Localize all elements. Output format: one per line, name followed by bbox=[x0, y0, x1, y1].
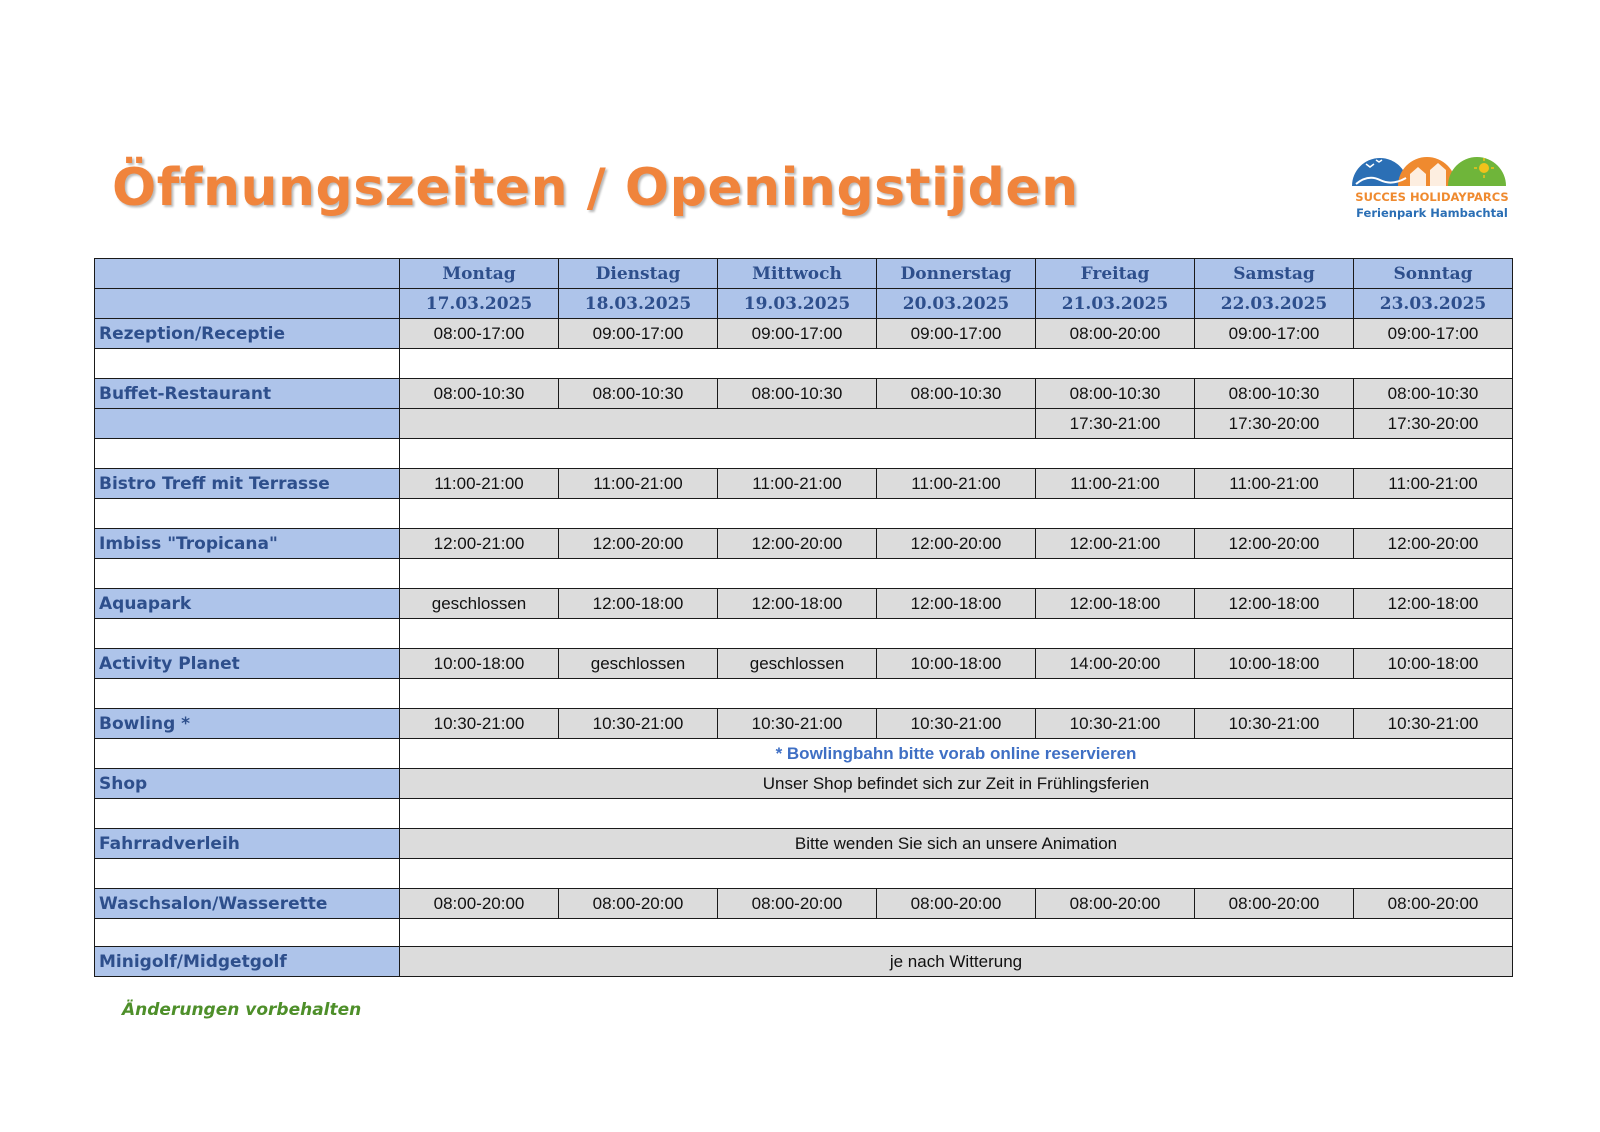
time-cell: 12:00-20:00 bbox=[718, 529, 877, 559]
row-shop bbox=[95, 769, 1513, 799]
time-cell: 10:30-21:00 bbox=[559, 709, 718, 739]
page-title: Öffnungszeiten / Openingstijden bbox=[112, 158, 1079, 218]
spacer-row bbox=[95, 349, 1513, 379]
time-cell: 08:00-10:30 bbox=[1036, 379, 1195, 409]
time-cell: 10:00-18:00 bbox=[877, 649, 1036, 679]
merged-info-cell: je nach Witterung bbox=[400, 947, 1513, 977]
date-header: 19.03.2025 bbox=[718, 289, 877, 319]
time-cell: 08:00-20:00 bbox=[1036, 889, 1195, 919]
time-cell: 14:00-20:00 bbox=[1036, 649, 1195, 679]
time-cell: 12:00-21:00 bbox=[400, 529, 559, 559]
spacer-row bbox=[95, 799, 1513, 829]
time-cell: 08:00-20:00 bbox=[877, 889, 1036, 919]
time-cell: 12:00-18:00 bbox=[718, 589, 877, 619]
day-header: Sonntag bbox=[1354, 259, 1513, 289]
row-rezeption bbox=[95, 319, 1513, 349]
time-cell: geschlossen bbox=[400, 589, 559, 619]
time-cell: 09:00-17:00 bbox=[1354, 319, 1513, 349]
row-label: Activity Planet bbox=[95, 649, 400, 679]
time-cell: 11:00-21:00 bbox=[877, 469, 1036, 499]
time-cell: 12:00-20:00 bbox=[1354, 529, 1513, 559]
time-cell: 11:00-21:00 bbox=[1354, 469, 1513, 499]
merged-info-cell: Unser Shop befindet sich zur Zeit in Frühlingsferien bbox=[400, 769, 1513, 799]
logo bbox=[1352, 150, 1512, 222]
time-cell: 08:00-20:00 bbox=[1195, 889, 1354, 919]
time-cell: geschlossen bbox=[718, 649, 877, 679]
time-cell: 10:30-21:00 bbox=[718, 709, 877, 739]
time-cell: 12:00-21:00 bbox=[1036, 529, 1195, 559]
row-minigolf bbox=[95, 947, 1513, 977]
date-header: 21.03.2025 bbox=[1036, 289, 1195, 319]
time-cell: 10:30-21:00 bbox=[1354, 709, 1513, 739]
time-cell: 12:00-18:00 bbox=[1354, 589, 1513, 619]
date-header: 18.03.2025 bbox=[559, 289, 718, 319]
bowling-note: * Bowlingbahn bitte vorab online reservieren bbox=[400, 739, 1513, 769]
corner-cell bbox=[95, 259, 400, 289]
day-header: Mittwoch bbox=[718, 259, 877, 289]
corner-cell bbox=[95, 289, 400, 319]
row-label: Bowling * bbox=[95, 709, 400, 739]
row-label: Imbiss "Tropicana" bbox=[95, 529, 400, 559]
time-cell: 10:30-21:00 bbox=[1036, 709, 1195, 739]
row-activity-planet bbox=[95, 649, 1513, 679]
row-label: Aquapark bbox=[95, 589, 400, 619]
time-cell: 12:00-18:00 bbox=[1195, 589, 1354, 619]
day-header: Dienstag bbox=[559, 259, 718, 289]
time-cell: 09:00-17:00 bbox=[1195, 319, 1354, 349]
row-label: Bistro Treff mit Terrasse bbox=[95, 469, 400, 499]
row-waschsalon bbox=[95, 889, 1513, 919]
time-cell: 08:00-20:00 bbox=[718, 889, 877, 919]
row-bowling bbox=[95, 709, 1513, 739]
time-cell: 09:00-17:00 bbox=[877, 319, 1036, 349]
time-cell: 12:00-20:00 bbox=[1195, 529, 1354, 559]
date-header: 20.03.2025 bbox=[877, 289, 1036, 319]
time-cell: 10:00-18:00 bbox=[400, 649, 559, 679]
day-header-row bbox=[95, 259, 1513, 289]
footer-note: Änderungen vorbehalten bbox=[122, 1000, 362, 1020]
time-cell: 08:00-10:30 bbox=[1354, 379, 1513, 409]
day-header: Donnerstag bbox=[877, 259, 1036, 289]
row-imbiss bbox=[95, 529, 1513, 559]
bowling-note-row bbox=[95, 739, 1513, 769]
date-header: 22.03.2025 bbox=[1195, 289, 1354, 319]
empty-merged-cell bbox=[400, 409, 1036, 439]
row-fahrradverleih bbox=[95, 829, 1513, 859]
time-cell: 08:00-10:30 bbox=[1195, 379, 1354, 409]
time-cell: 10:00-18:00 bbox=[1195, 649, 1354, 679]
date-header: 23.03.2025 bbox=[1354, 289, 1513, 319]
row-label: Fahrradverleih bbox=[95, 829, 400, 859]
spacer-row bbox=[95, 619, 1513, 649]
time-cell: 12:00-18:00 bbox=[559, 589, 718, 619]
opening-hours-table bbox=[94, 258, 1513, 977]
row-label: Buffet-Restaurant bbox=[95, 379, 400, 409]
logo-icon bbox=[1352, 150, 1512, 190]
time-cell: 12:00-20:00 bbox=[559, 529, 718, 559]
row-label: Minigolf/Midgetgolf bbox=[95, 947, 400, 977]
time-cell: 11:00-21:00 bbox=[1195, 469, 1354, 499]
row-bistro bbox=[95, 469, 1513, 499]
time-cell: 10:30-21:00 bbox=[400, 709, 559, 739]
day-header: Freitag bbox=[1036, 259, 1195, 289]
time-cell: 11:00-21:00 bbox=[559, 469, 718, 499]
time-cell: 08:00-20:00 bbox=[400, 889, 559, 919]
row-label-empty bbox=[95, 409, 400, 439]
row-buffet-evening bbox=[95, 409, 1513, 439]
merged-info-cell: Bitte wenden Sie sich an unsere Animation bbox=[400, 829, 1513, 859]
spacer-row bbox=[95, 679, 1513, 709]
time-cell: 10:00-18:00 bbox=[1354, 649, 1513, 679]
time-cell: 09:00-17:00 bbox=[718, 319, 877, 349]
spacer-row bbox=[95, 559, 1513, 589]
time-cell: 08:00-20:00 bbox=[1036, 319, 1195, 349]
time-cell: 08:00-20:00 bbox=[1354, 889, 1513, 919]
row-aquapark bbox=[95, 589, 1513, 619]
time-cell: 08:00-20:00 bbox=[559, 889, 718, 919]
spacer-row bbox=[95, 439, 1513, 469]
time-cell: 12:00-20:00 bbox=[877, 529, 1036, 559]
row-buffet bbox=[95, 379, 1513, 409]
time-cell: 17:30-20:00 bbox=[1195, 409, 1354, 439]
time-cell: 08:00-10:30 bbox=[400, 379, 559, 409]
spacer-row bbox=[95, 919, 1513, 947]
date-header-row bbox=[95, 289, 1513, 319]
time-cell: 10:30-21:00 bbox=[1195, 709, 1354, 739]
row-label: Shop bbox=[95, 769, 400, 799]
time-cell: 17:30-21:00 bbox=[1036, 409, 1195, 439]
logo-brand: SUCCES HOLIDAYPARCS bbox=[1355, 190, 1509, 204]
logo-subtitle: Ferienpark Hambachtal bbox=[1356, 206, 1508, 220]
time-cell: 08:00-10:30 bbox=[559, 379, 718, 409]
time-cell: 08:00-10:30 bbox=[718, 379, 877, 409]
row-label: Rezeption/Receptie bbox=[95, 319, 400, 349]
time-cell: 11:00-21:00 bbox=[400, 469, 559, 499]
time-cell: 11:00-21:00 bbox=[718, 469, 877, 499]
spacer-row bbox=[95, 859, 1513, 889]
time-cell: 17:30-20:00 bbox=[1354, 409, 1513, 439]
date-header: 17.03.2025 bbox=[400, 289, 559, 319]
time-cell: 10:30-21:00 bbox=[877, 709, 1036, 739]
spacer-row bbox=[95, 499, 1513, 529]
time-cell: 08:00-17:00 bbox=[400, 319, 559, 349]
time-cell: 11:00-21:00 bbox=[1036, 469, 1195, 499]
day-header: Samstag bbox=[1195, 259, 1354, 289]
time-cell: 09:00-17:00 bbox=[559, 319, 718, 349]
day-header: Montag bbox=[400, 259, 559, 289]
time-cell: 08:00-10:30 bbox=[877, 379, 1036, 409]
time-cell: geschlossen bbox=[559, 649, 718, 679]
time-cell: 12:00-18:00 bbox=[877, 589, 1036, 619]
row-label: Waschsalon/Wasserette bbox=[95, 889, 400, 919]
time-cell: 12:00-18:00 bbox=[1036, 589, 1195, 619]
